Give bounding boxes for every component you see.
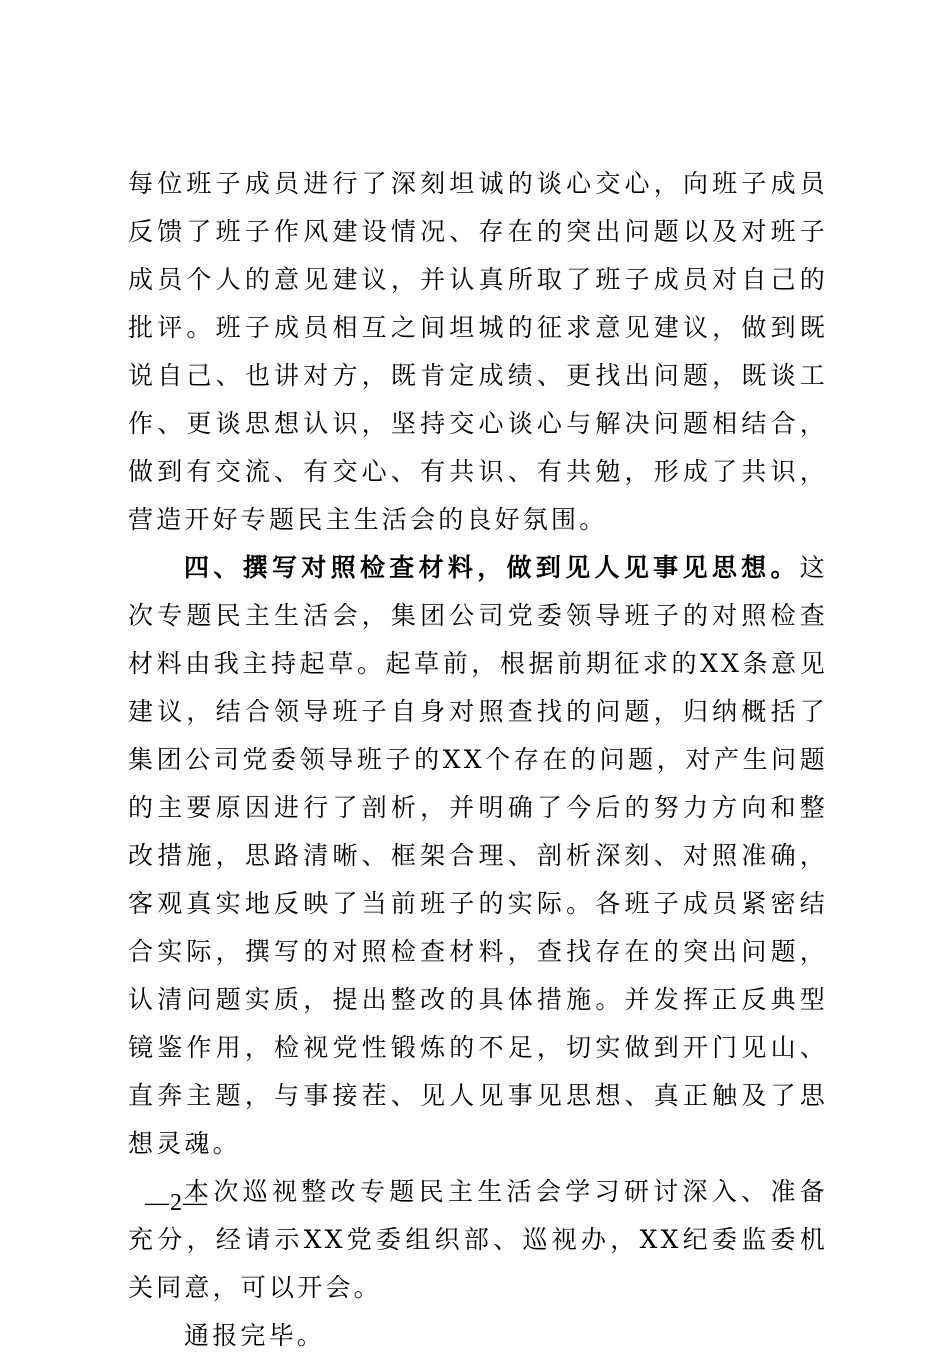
paragraph-text: 通报完毕。	[184, 1321, 326, 1350]
paragraph-text: 这次专题民主生活会，集团公司党委领导班子的对照检查材料由我主持起草。起草前，根据前期征求的XX条意见建议，结合领导班子自身对照查找的问题，归纳概括了集团公司党委领导班子的XX个存在的问题，对产生问题的主要原因进行了剖析，并明确了今后的努力方向和整改措施，思路清晰、框架合理、剖析深刻、对照准确，客观真实地反映了当前班子的实际。各班子成员紧密结合实际，撰写的对照检查材料，查找存在的突出问题，认清问题实质，提出整改的具体措施。并发挥正反典型镜鉴作用，检视党性锻炼的不足，切实做到开门见山、直奔主题，与事接茬、见人见事见思想、真正触及了思想灵魂。	[128, 553, 828, 1158]
body-text	[128, 160, 828, 1360]
paragraph-text: 每位班子成员进行了深刻坦诚的谈心交心，向班子成员反馈了班子作风建设情况、存在的突出问题以及对班子成员个人的意见建议，并认真所取了班子成员对自己的批评。班子成员相互之间坦城的征求意见建议，做到既说自己、也讲对方，既肯定成绩、更找出问题，既谈工作、更谈思想认识，坚持交心谈心与解决问题相结合，做到有交流、有交心、有共识、有共勉，形成了共识，营造开好专题民主生活会的良好氛围。	[128, 169, 828, 534]
page-number: —2—	[145, 1190, 208, 1216]
paragraph-closing	[128, 1312, 828, 1360]
paragraph-text: 本次巡视整改专题民主生活会学习研讨深入、准备充分，经请示XX党委组织部、巡视办，XX纪委监委机关同意，可以开会。	[128, 1177, 828, 1302]
paragraph-conclusion	[128, 1168, 828, 1312]
section-heading: 四、撰写对照检查材料，做到见人见事见思想。	[184, 553, 800, 582]
paragraph-talks-summary	[128, 160, 828, 544]
paragraph-section-four	[128, 544, 828, 1168]
